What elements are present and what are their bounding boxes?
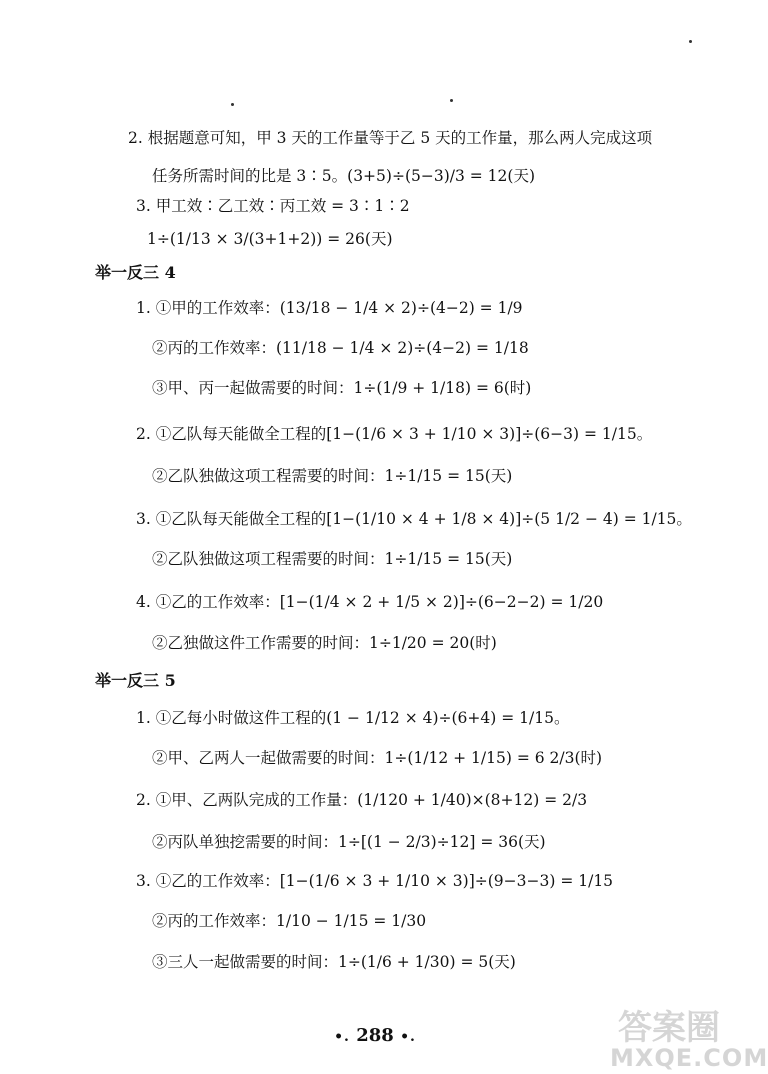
scan-speck bbox=[689, 40, 692, 43]
s4-q4-line-1: 4. ①乙的工作效率：[1−(1/4 × 2 + 1/5 × 2)]÷(6−2−2) = 1/20 bbox=[136, 593, 604, 611]
watermark-logo bbox=[610, 1000, 768, 1074]
s5-q1-line-2: ②甲、乙两人一起做需要的时间：1÷(1/12 + 1/15) = 6 2/3(时) bbox=[152, 749, 603, 767]
problem-2-line-1: 2. 根据题意可知，甲 3 天的工作量等于乙 5 天的工作量，那么两人完成这项 bbox=[128, 129, 653, 147]
s4-q1-line-1: 1. ①甲的工作效率：(13/18 − 1/4 × 2)÷(4−2) = 1/9 bbox=[136, 299, 523, 317]
problem-3-line-2: 1÷(1/13 × 3/(3+1+2)) = 26(天) bbox=[147, 230, 393, 248]
s4-q1-line-2: ②丙的工作效率：(11/18 − 1/4 × 2)÷(4−2) = 1/18 bbox=[152, 339, 529, 357]
watermark-top-text: 答案圈 bbox=[618, 1008, 720, 1048]
section-heading-4: 举一反三 4 bbox=[95, 263, 176, 282]
watermark-bottom-text: MXQE.COM bbox=[610, 1044, 768, 1072]
problem-2-line-2: 任务所需时间的比是 3∶5。(3+5)÷(5−3)/3 = 12(天) bbox=[152, 167, 535, 185]
s4-q3-line-2: ②乙队独做这项工程需要的时间：1÷1/15 = 15(天) bbox=[152, 550, 513, 568]
page-number-value: 288 bbox=[356, 1025, 394, 1046]
s4-q3-line-1: 3. ①乙队每天能做全工程的[1−(1/10 × 4 + 1/8 × 4)]÷(5 1/2 − 4) = 1/15。 bbox=[136, 510, 692, 528]
s5-q3-line-1: 3. ①乙的工作效率：[1−(1/6 × 3 + 1/10 × 3)]÷(9−3−3) = 1/15 bbox=[136, 872, 614, 890]
s4-q4-line-2: ②乙独做这件工作需要的时间：1÷1/20 = 20(时) bbox=[152, 634, 497, 652]
s5-q2-line-2: ②丙队单独挖需要的时间：1÷[(1 − 2/3)÷12] = 36(天) bbox=[152, 833, 546, 851]
page-number-dots-right: •. bbox=[400, 1029, 416, 1045]
s5-q1-line-1: 1. ①乙每小时做这件工程的(1 − 1/12 × 4)÷(6+4) = 1/15。 bbox=[136, 709, 570, 727]
s4-q2-line-2: ②乙队独做这项工程需要的时间：1÷1/15 = 15(天) bbox=[152, 467, 513, 485]
s5-q2-line-1: 2. ①甲、乙两队完成的工作量：(1/120 + 1/40)×(8+12) = 2/3 bbox=[136, 791, 588, 809]
page-number-dots-left: •. bbox=[334, 1029, 350, 1045]
scan-speck bbox=[231, 103, 234, 106]
s5-q3-line-3: ③三人一起做需要的时间：1÷(1/6 + 1/30) = 5(天) bbox=[152, 953, 516, 971]
s5-q3-line-2: ②丙的工作效率：1/10 − 1/15 = 1/30 bbox=[152, 912, 427, 930]
scan-speck bbox=[450, 99, 453, 102]
section-heading-5: 举一反三 5 bbox=[95, 671, 176, 690]
s4-q1-line-3: ③甲、丙一起做需要的时间：1÷(1/9 + 1/18) = 6(时) bbox=[152, 379, 532, 397]
problem-3-line-1: 3. 甲工效∶乙工效∶丙工效 = 3∶1∶2 bbox=[136, 197, 410, 215]
s4-q2-line-1: 2. ①乙队每天能做全工程的[1−(1/6 × 3 + 1/10 × 3)]÷(6−3) = 1/15。 bbox=[136, 425, 653, 443]
